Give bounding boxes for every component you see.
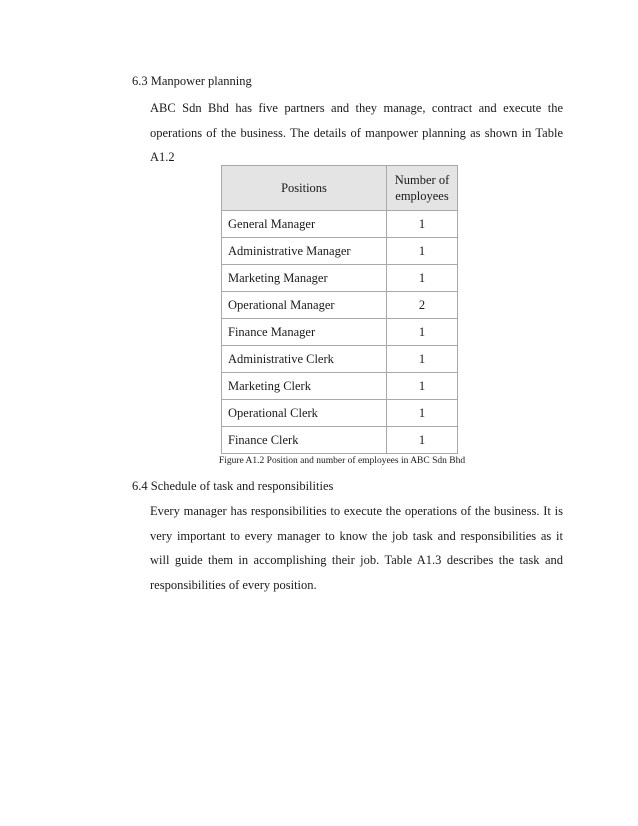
paragraph-line: Every manager has responsibilities to execute the operations of the business. It is — [150, 504, 563, 518]
count-cell: 1 — [387, 238, 458, 265]
position-cell: Finance Manager — [222, 319, 387, 346]
paragraph-line: will guide them in accomplishing their job. Table A1.3 describes the task and — [150, 553, 563, 567]
table-row — [222, 427, 458, 454]
table-row — [222, 373, 458, 400]
count-cell: 1 — [387, 211, 458, 238]
header-number-of-employees: Number of employees — [387, 166, 458, 211]
section-heading-schedule-of-task: 6.4 Schedule of task and responsibilities — [132, 479, 334, 493]
header-positions: Positions — [222, 166, 387, 211]
count-cell: 1 — [387, 427, 458, 454]
paragraph-line: ABC Sdn Bhd has five partners and they manage, contract and execute the — [150, 101, 563, 115]
position-cell: Finance Clerk — [222, 427, 387, 454]
table-row — [222, 265, 458, 292]
position-cell: Administrative Clerk — [222, 346, 387, 373]
position-cell: Administrative Manager — [222, 238, 387, 265]
paragraph-line: responsibilities of every position. — [150, 577, 317, 592]
table-row — [222, 319, 458, 346]
table-caption: Figure A1.2 Position and number of employees in ABC Sdn Bhd — [218, 456, 466, 466]
manpower-paragraph — [150, 96, 563, 170]
count-cell: 1 — [387, 319, 458, 346]
count-cell: 1 — [387, 400, 458, 427]
count-cell: 1 — [387, 373, 458, 400]
schedule-paragraph — [150, 499, 563, 597]
table-row — [222, 238, 458, 265]
section-heading-manpower-planning: 6.3 Manpower planning — [132, 74, 252, 88]
table-row — [222, 346, 458, 373]
table-row — [222, 292, 458, 319]
table-header-row — [222, 166, 458, 211]
manpower-table — [221, 165, 458, 454]
position-cell: Operational Manager — [222, 292, 387, 319]
paragraph-line: A1.2 — [150, 150, 175, 164]
position-cell: General Manager — [222, 211, 387, 238]
position-cell: Marketing Manager — [222, 265, 387, 292]
count-cell: 1 — [387, 265, 458, 292]
position-cell: Operational Clerk — [222, 400, 387, 427]
count-cell: 2 — [387, 292, 458, 319]
count-cell: 1 — [387, 346, 458, 373]
position-cell: Marketing Clerk — [222, 373, 387, 400]
paragraph-line: operations of the business. The details of manpower planning as shown in Table — [150, 125, 563, 140]
table-row — [222, 211, 458, 238]
paragraph-line: very important to every manager to know the job task and responsibilities as it — [150, 528, 563, 543]
table-row — [222, 400, 458, 427]
